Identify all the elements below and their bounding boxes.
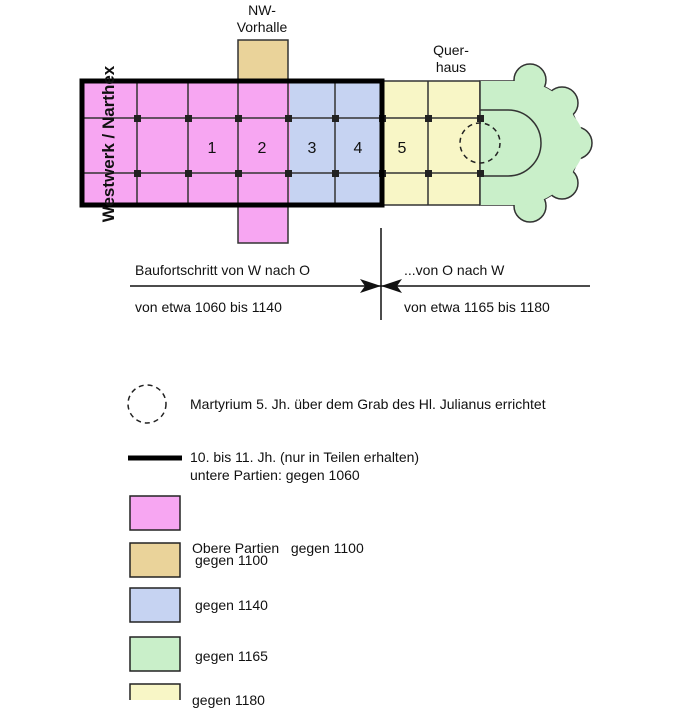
legend-blue-swatch: [130, 588, 180, 622]
legend-obere-partien-label: Obere Partien gegen 1100: [192, 540, 364, 556]
progress-west-label: Baufortschritt von W nach O: [135, 262, 311, 278]
nave-blue-area: [290, 81, 382, 205]
bay-number: 2: [257, 140, 267, 157]
legend-green-swatch: [130, 637, 180, 671]
westwerk-label: Westwerk / Narthex: [99, 65, 118, 223]
legend-1100-label: gegen 1100: [195, 552, 268, 568]
bay-number: 3: [307, 140, 317, 157]
legend-10-11-line1: 10. bis 11. Jh. (nur in Teilen erhalten): [190, 449, 420, 465]
legend-1180-label: gegen 1180: [192, 692, 265, 708]
legend-yellow-swatch: [130, 684, 180, 700]
dates-west-label: von etwa 1060 bis 1140: [135, 299, 282, 315]
legend-tan-swatch: [130, 543, 180, 577]
nw-vorhalle-label: NW-: [248, 2, 276, 18]
progress-east-label: ...von O nach W: [404, 262, 505, 278]
legend-martyrium-label: Martyrium 5. Jh. über dem Grab des Hl. Julianus errichtet: [190, 396, 546, 412]
bay-number: 4: [353, 140, 363, 157]
legend-1140-label: gegen 1140: [195, 597, 268, 613]
nw-vorhalle-label: Vorhalle: [236, 19, 288, 35]
choir-apse-area: [480, 64, 592, 222]
legend-1165-label: gegen 1165: [195, 648, 268, 664]
querhaus-label: Quer-: [433, 42, 469, 58]
bay-number: 1: [207, 140, 217, 157]
nw-vorhalle-area: [238, 40, 288, 81]
bay-number: 5: [397, 140, 407, 157]
legend-martyrium-swatch: [128, 385, 166, 423]
legend-10-11-line2: untere Partien: gegen 1060: [190, 467, 360, 483]
dates-east-label: von etwa 1165 bis 1180: [404, 299, 550, 315]
querhaus-label: haus: [435, 59, 467, 75]
south-porch-area: [238, 205, 288, 243]
legend-pink-swatch: [130, 496, 180, 530]
